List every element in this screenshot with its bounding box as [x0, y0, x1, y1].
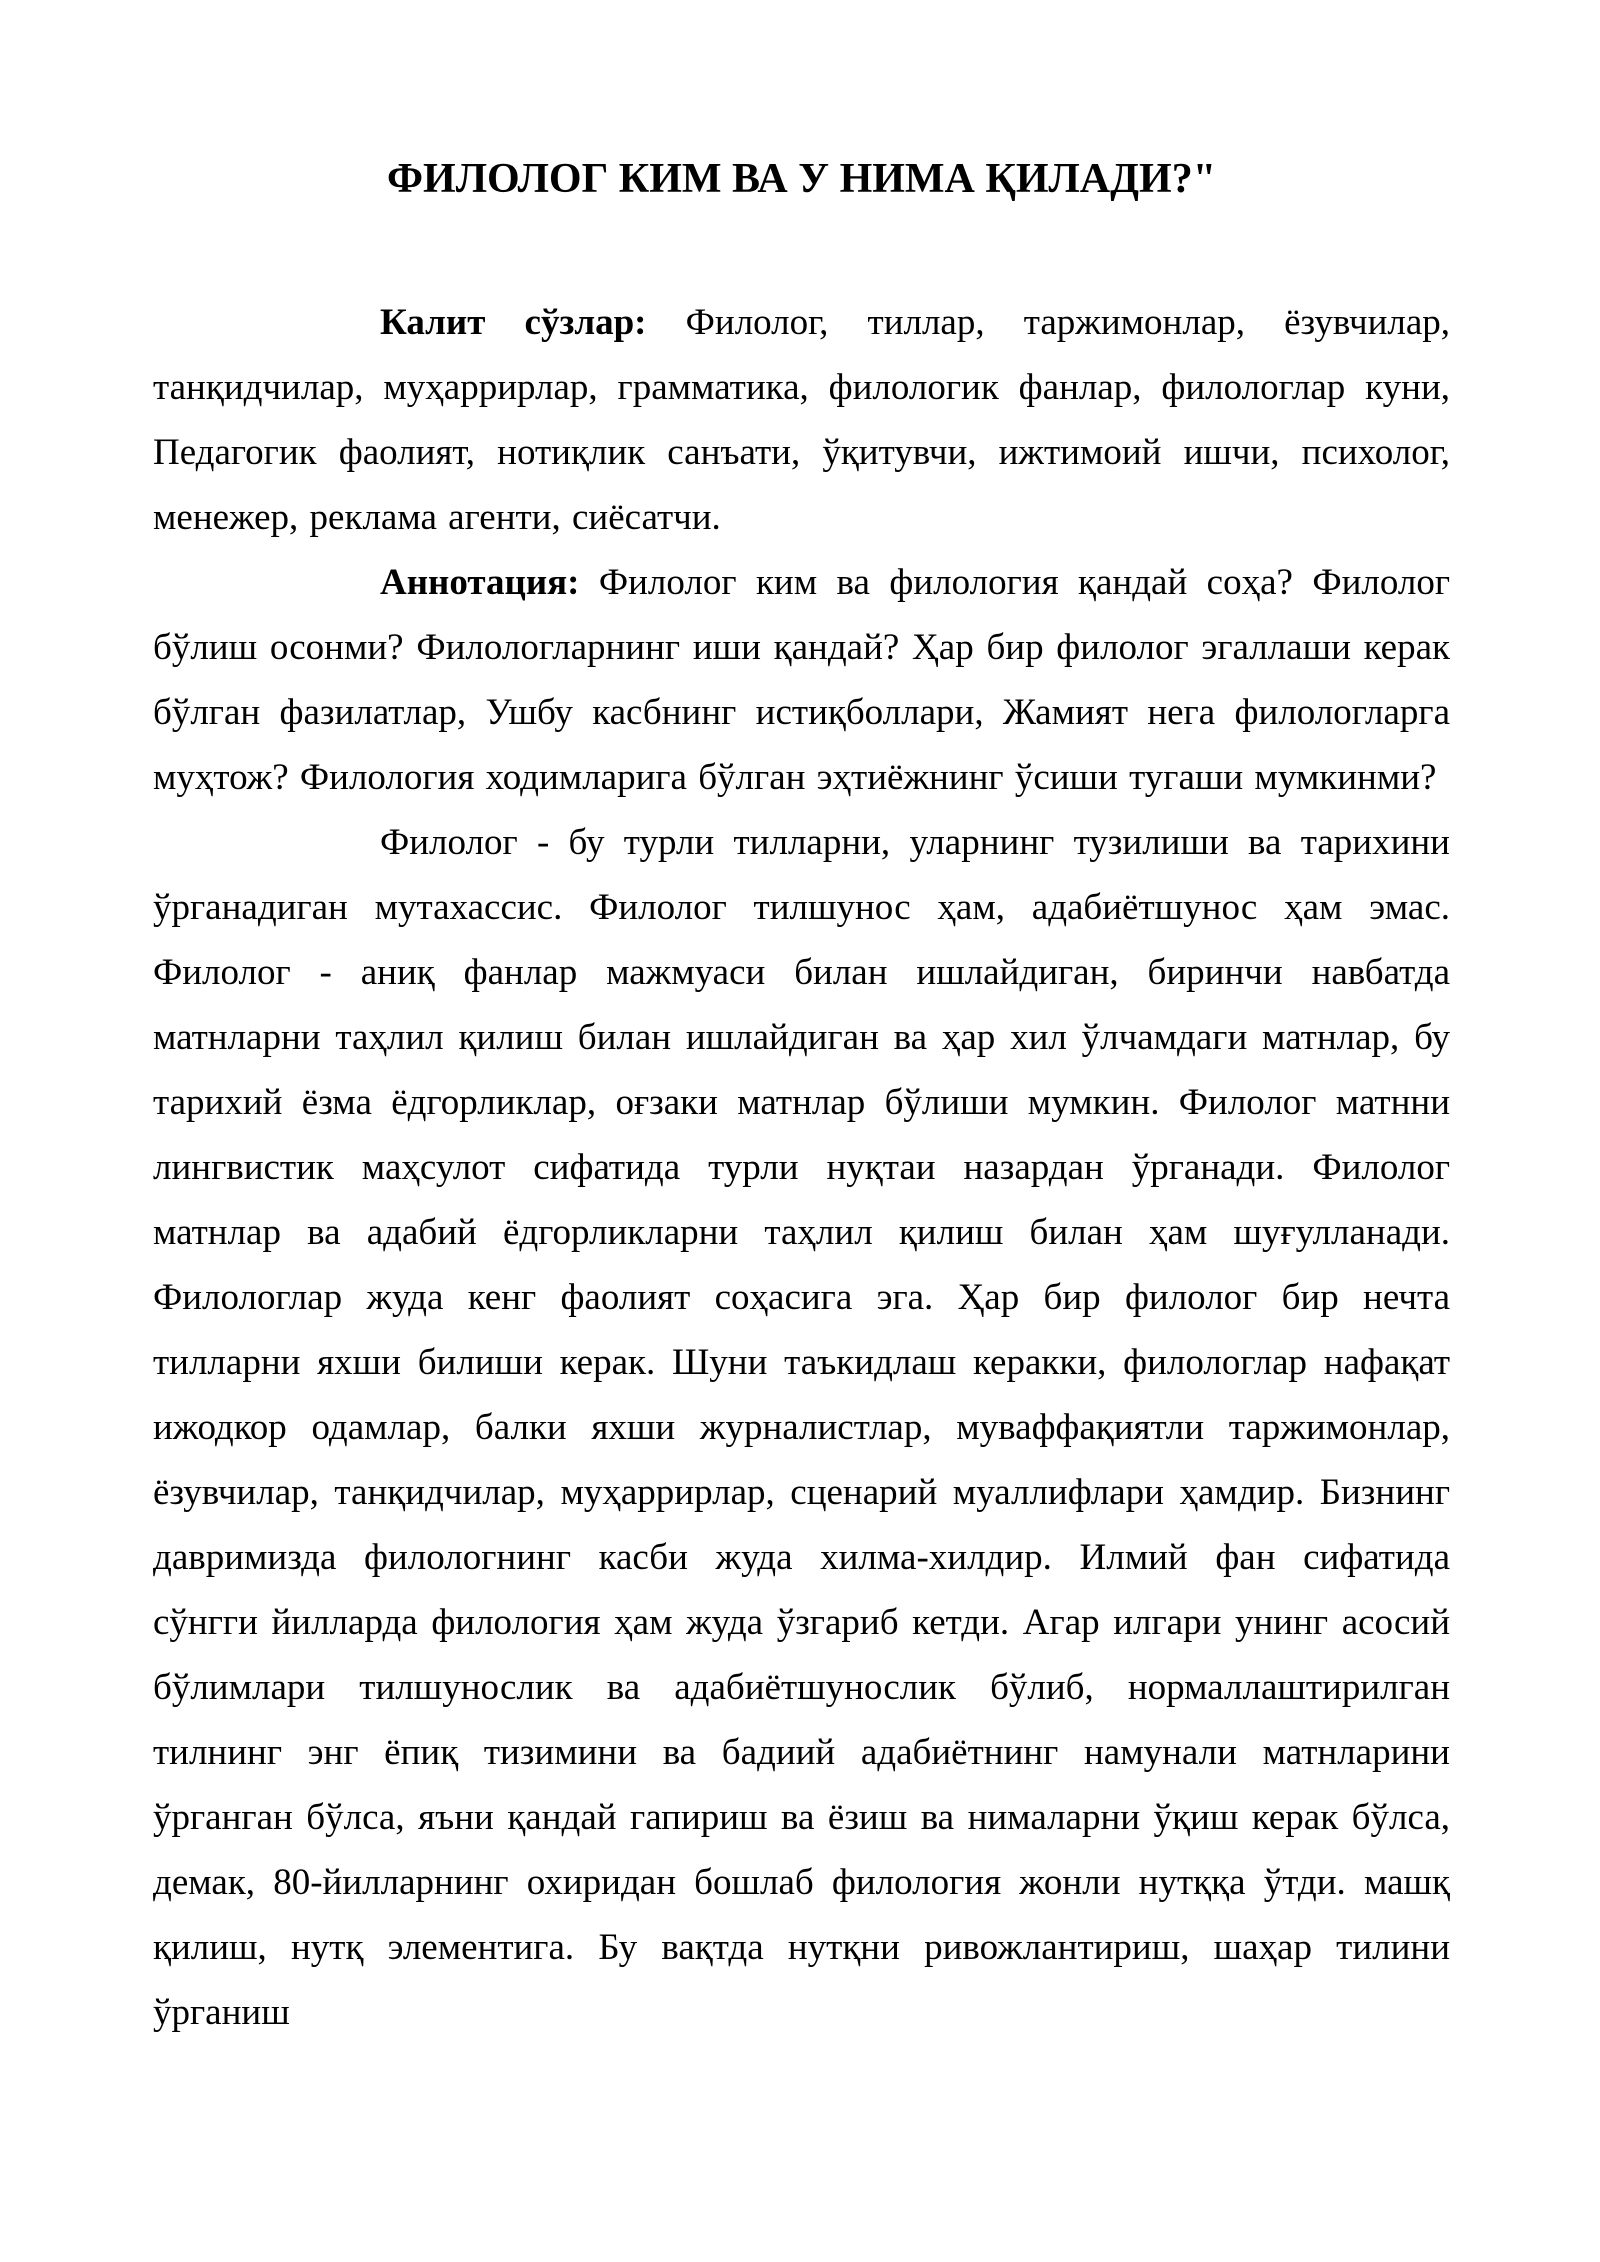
paragraph-keywords — [153, 290, 1450, 550]
paragraph-lead: Калит сўзлар: — [380, 302, 647, 343]
paragraph-text: Филолог, тиллар, таржимонлар, ёзувчилар, танқидчилар, муҳаррирлар, грамматика, филологик фанлар, филологлар куни, Педагогик фаолият, нотиқлик санъати, ўқитувчи, ижтимоий ишчи, психолог, менежер, реклама агенти, сиёсатчи. — [153, 302, 1450, 538]
document-title: ФИЛОЛОГ КИМ ВА У НИМА ҚИЛАДИ?" — [386, 156, 1217, 202]
paragraph-lead: Аннотация: — [380, 562, 580, 603]
paragraph-text: Филолог ким ва филология қандай соҳа? Филолог бўлиш осонми? Филологларнинг иши қандай? Ҳар бир филолог эгаллаши керак бўлган фазилатлар, Ушбу касбнинг истиқболлари, Жамият нега филологларга муҳтож? Филология ходимларига бўлган эҳтиёжнинг ўсиши тугаши мумкинми? — [153, 562, 1450, 798]
paragraph-annotation — [153, 550, 1450, 810]
paragraph-text: Филолог - бу турли тилларни, уларнинг тузилиши ва тарихини ўрганадиган мутахассис. Филолог тилшунос ҳам, адабиётшунос ҳам эмас. Филолог - аниқ фанлар мажмуаси билан ишлайдиган, биринчи навбатда матнларни таҳлил қилиш билан ишлайдиган ва ҳар хил ўлчамдаги матнлар, бу тарихий ёзма ёдгорликлар, оғзаки матнлар бўлиши мумкин. Филолог матнни лингвистик маҳсулот сифатида турли нуқтаи назардан ўрганади. Филолог матнлар ва адабий ёдгорликларни таҳлил қилиш билан ҳам шуғулланади. Филологлар жуда кенг фаолият соҳасига эга. Ҳар бир филолог бир нечта тилларни яхши билиши керак. Шуни таъкидлаш керакки, филологлар нафақат ижодкор одамлар, балки яхши журналистлар, муваффақиятли таржимонлар, ёзувчилар, танқидчилар, муҳаррирлар, сценарий муаллифлари ҳамдир. Бизнинг давримизда филологнинг касби жуда хилма-хилдир. Илмий фан сифатида сўнгги йилларда филология ҳам жуда ўзгариб кетди. Агар илгари унинг асосий бўлимлари тилшунослик ва адабиётшунослик бўлиб, нормаллаштирилган тилнинг энг ёпиқ тизимини ва бадиий адабиётнинг намунали матнларини ўрганган бўлса, яъни қандай гапириш ва ёзиш ва нималарни ўқиш керак бўлса, демак, 80-йилларнинг охиридан бошлаб филология жонли нутққа ўтди. машқ қилиш, нутқ элементига. Бу вақтда нутқни ривожлантириш, шаҳар тилини ўрганиш — [153, 822, 1450, 2033]
paragraph-body — [153, 810, 1450, 2045]
